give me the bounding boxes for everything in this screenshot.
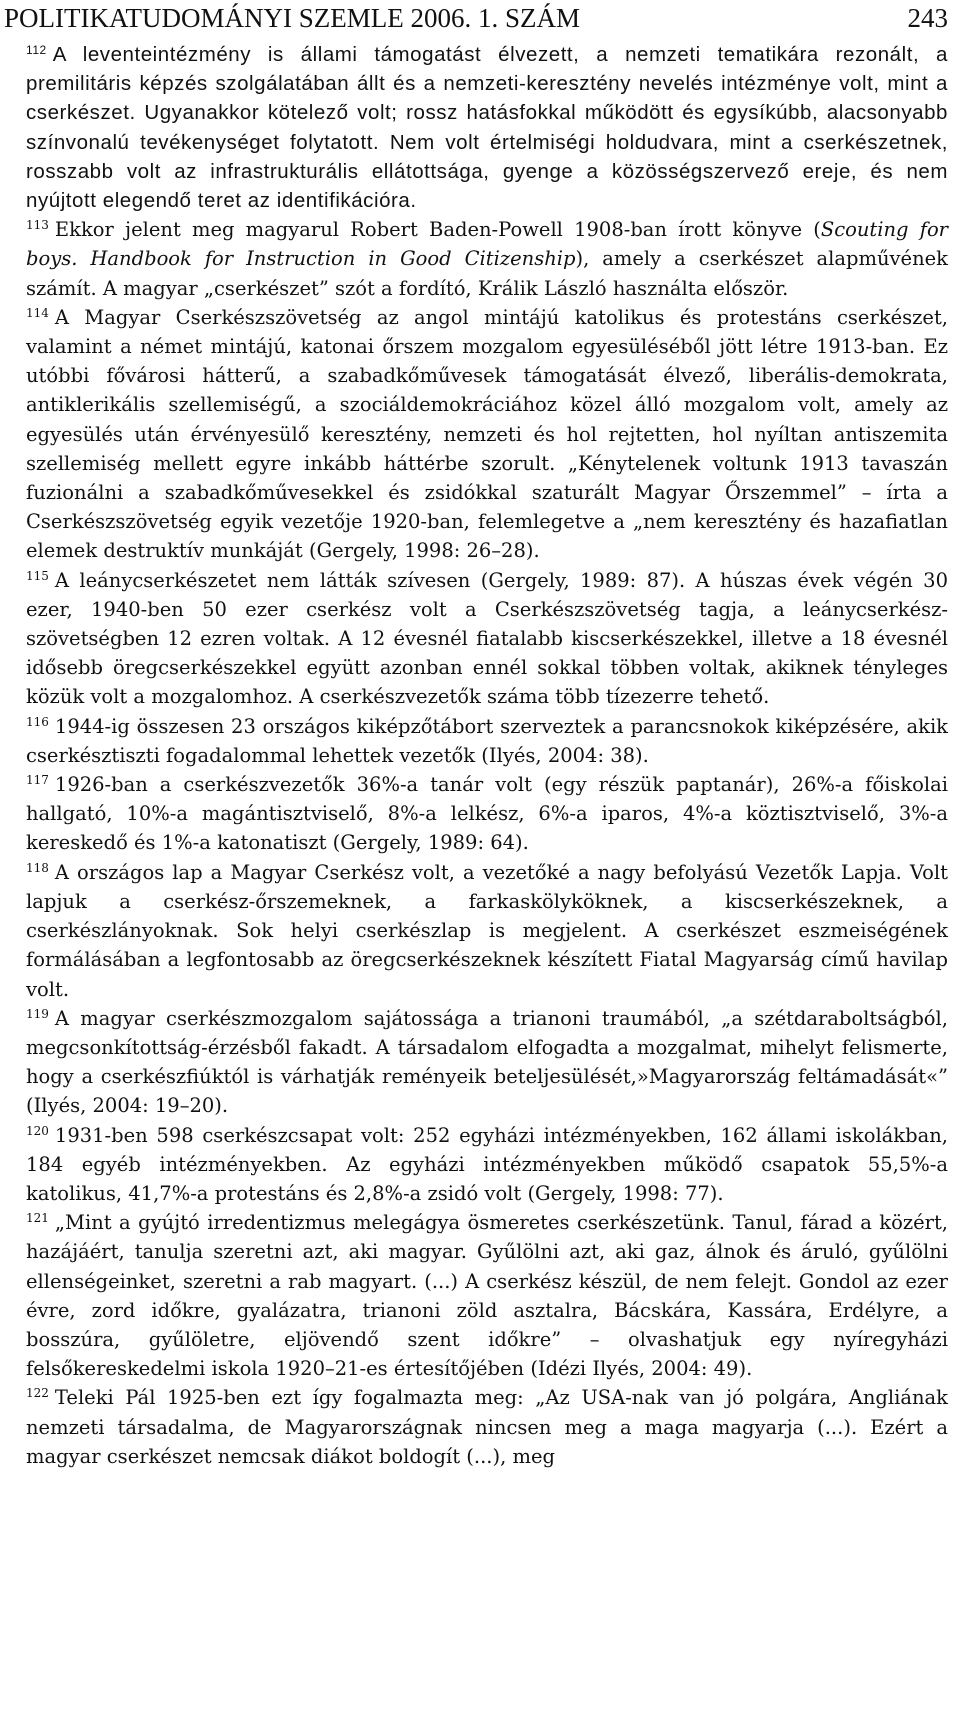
footnote-text: Teleki Pál 1925-ben ezt így fogalmazta meg: „Az USA-nak van jó polgára, Angliának nemzeti társadalma, de Magyarországnak nincsen meg a maga magyarja (...). Ezért a magyar cserkészet nemcsak diákot boldogít (...), meg <box>26 1386 948 1468</box>
footnote-text: A Magyar Cserkészszövetség az angol mintájú katolikus és protestáns cserkészet, valamint a német mintájú, katonai őrszem mozgalom egyesüléséből jött létre 1913-ban. Ez utóbbi fővárosi hátterű, a szabadkőművesek támogatását élvező, liberális-demokrata, antiklerikális szellemiségű, a szociáldemokráciához közel álló mozgalom volt, amely az egyesülés után érvényesülő keresztény, nemzeti és hol rejtetten, hol nyíltan antiszemita szellemiség mellett egyre inkább háttérbe szorult. „Kénytelenek voltunk 1913 tavaszán fuzionálni a szabadkőművesekkel és zsidókkal szaturált Magyar Őrszemmel” – írta a Cserkészszövetség egyik vezetője 1920-ban, felemlegetve a „nem keresztény és hazafiatlan elemek destruktív munkáját (Gergely, 1998: 26–28). <box>26 305 948 563</box>
footnote-number: 115 <box>26 568 49 583</box>
footnote-number: 113 <box>26 218 49 233</box>
footnote-text: Ekkor jelent meg magyarul Robert Baden-Powell 1908-ban írott könyve ( <box>54 218 821 242</box>
footnote-112 <box>26 40 948 215</box>
footnote-113 <box>26 215 948 303</box>
footnote-text-cont: ), amely a cserkészet alapművének számít. A magyar „cserkészet” szót a fordító, Králik László használta először. <box>26 247 948 300</box>
footnote-text: A magyar cserkészmozgalom sajátossága a trianoni traumából, „a szétdaraboltságból, megcsonkítottság-érzésből fakadt. A társadalom elfogadta a mozgalmat, mihelyt felismerte, hogy a cserkészfiúktól is várhatják reményeik beteljesülését,»Magyarország feltámadását«” (Ilyés, 2004: 19–20). <box>26 1006 948 1118</box>
page-number: 243 <box>907 3 948 33</box>
footnote-119 <box>26 1004 948 1121</box>
journal-title: POLITIKATUDOMÁNYI SZEMLE 2006. 1. SZÁM <box>4 3 580 33</box>
footnote-text: 1944-ig összesen 23 országos kiképzőtábort szerveztek a parancsnokok kiképzésére, akik cserkésztiszti fogadalommal lehettek vezetők (Ilyés, 2004: 38). <box>26 714 948 767</box>
footnote-number: 121 <box>26 1211 49 1226</box>
footnote-number: 117 <box>26 773 49 788</box>
footnote-number: 119 <box>26 1006 49 1021</box>
footnote-number: 118 <box>26 860 49 875</box>
footnote-text: „Mint a gyújtó irredentizmus melegágya ösmeretes cserkészetünk. Tanul, fárad a közért, hazájáért, tanulja szeretni azt, aki magyar. Gyűlölni azt, aki gaz, álnok és áruló, gyűlölni ellenségeinket, szeretni a rab magyart. (...) A cserkész készül, de nem felejt. Gondol az ezer évre, zord időkre, gyalázatra, trianoni zöld asztalra, Bácskára, Kassára, Erdélyre, a bosszúra, gyűlöletre, eljövendő szent időkre” – olvashatjuk egy nyíregyházi felsőkereskedelmi iskola 1920–21-es értesítőjében (Idézi Ilyés, 2004: 49). <box>26 1211 948 1381</box>
footnotes <box>26 40 948 1471</box>
footnote-116 <box>26 712 948 770</box>
footnote-number: 120 <box>26 1123 49 1138</box>
book-title: Scouting for boys. Handbook for Instruction in Good Citizenship <box>26 218 949 271</box>
footnote-number: 116 <box>26 714 49 729</box>
footnote-text: 1926-ban a cserkészvezetők 36%-a tanár volt (egy részük paptanár), 26%-a főiskolai hallgató, 10%-a magántisztviselő, 8%-a lelkész, 6%-a iparos, 4%-a köztisztviselő, 3%-a kereskedő és 1%-a katonatiszt (Gergely, 1989: 64). <box>26 773 948 855</box>
footnote-122 <box>26 1383 948 1471</box>
footnote-text: A országos lap a Magyar Cserkész volt, a vezetőké a nagy befolyású Vezetők Lapja. Volt lapjuk a cserkész-őrszemeknek, a farkaskölyköknek, a kiscserkészeknek, a cserkészlányoknak. Sok helyi cserkészlap is megjelent. A cserkészet eszmeiségének formálásában a legfontosabb az öregcserkészeknek készített Fiatal Magyarság című havilap volt. <box>26 860 948 1001</box>
footnote-number: 122 <box>26 1386 49 1401</box>
footnote-text: A leánycserkészetet nem látták szívesen (Gergely, 1989: 87). A húszas évek végén 30 ezer, 1940-ben 50 ezer cserkész volt a Cserkészszövetség tagja, a leánycserkész-szövetségben 12 ezren voltak. A 12 évesnél fiatalabb kiscserkészekkel, illetve a 18 évesnél idősebb öregcserkészekkel együtt azonban ennél sokkal többen voltak, akiknek tényleges közük volt a mozgalomhoz. A cserkészvezetők száma több tízezerre tehető. <box>26 568 948 709</box>
footnote-118 <box>26 858 948 1004</box>
running-header <box>4 2 948 34</box>
footnote-115 <box>26 566 948 712</box>
footnote-number: 112 <box>26 43 47 57</box>
footnote-120 <box>26 1121 948 1209</box>
footnote-text: 1931-ben 598 cserkészcsapat volt: 252 egyházi intézményekben, 162 állami iskolákban, 184 egyéb intézményekben. Az egyházi intézményekben működő csapatok 55,5%-a katolikus, 41,7%-a protestáns és 2,8%-a zsidó volt (Gergely, 1998: 77). <box>26 1123 948 1205</box>
footnote-121 <box>26 1208 948 1383</box>
footnote-text: A leventeintézmény is állami támogatást élvezett, a nemzeti tematikára rezonált, a premilitáris képzés szolgálatában állt és a nemzeti-keresztény nevelés intézménye volt, mint a cserkészet. Ugyanakkor kötelező volt; rossz hatásfokkal működött és egysíkúbb, alacsonyabb színvonalú tevékenységet folytatott. Nem volt értelmiségi holdudvara, mint a cserkészetnek, rosszabb volt az infrastrukturális ellátottsága, gyenge a közösségszervező ereje, és nem nyújtott elegendő teret az identifikációra. <box>26 43 948 213</box>
footnote-114 <box>26 303 948 566</box>
footnote-117 <box>26 770 948 858</box>
footnote-number: 114 <box>26 305 49 320</box>
